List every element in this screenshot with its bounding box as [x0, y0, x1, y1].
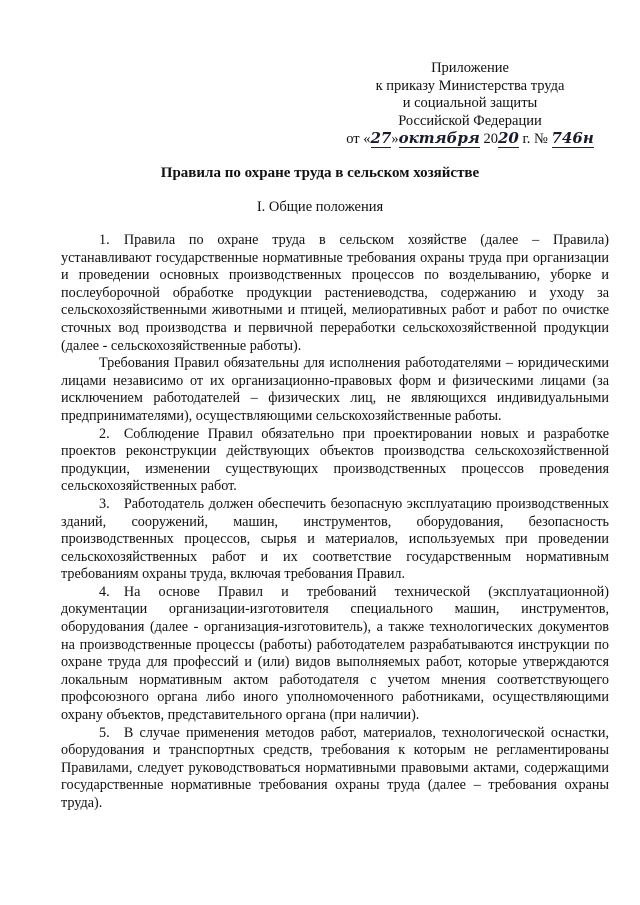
appendix-date-line: от «27»октября 2020 г. № 746н [346, 129, 594, 147]
paragraph-2: 2. Соблюдение Правил обязательно при проектировании новых и разработке проектов реконструкции действующих объектов производства сельскохозяйственной продукции, изменении существующих производственных процессов проведения сельскохозяйственных работ. [61, 425, 609, 495]
paragraph-5: 5. В случае применения методов работ, материалов, технологической оснастки, оборудования и транспортных средств, требования к которым не регламентированы Правилами, следует руководствоваться нормативными правовыми актами, содержащими государственные нормативные требования охраны труда (далее – требования охраны труда). [61, 724, 609, 811]
handwritten-number: 746н [551, 129, 594, 147]
appendix-header [340, 60, 600, 149]
appendix-title: Приложение [431, 60, 509, 76]
handwritten-day: 27 [370, 129, 392, 147]
paragraph-1: 1. Правила по охране труда в сельском хозяйстве (далее – Правила) устанавливают государственные нормативные требования охраны труда при организации и проведении основных производственных процессов по возделыванию, уборке и послеуборочной обработке продукции растениеводства, содержанию и уходу за сельскохозяйственными животными и птицей, мелиоративных работ и работ по очистке сточных вод производства и первичной переработки сельскохозяйственной продукции (далее - сельскохозяйственные работы). [61, 232, 609, 354]
appendix-ministry-line: и социальной защиты [402, 95, 538, 111]
date-prefix: от « [346, 131, 371, 147]
appendix-order-line: к приказу Министерства труда [375, 77, 565, 94]
year-prefix: 20 [483, 131, 498, 147]
section-heading: I. Общие положения [256, 199, 384, 215]
paragraph-1-cont: Требования Правил обязательны для исполнения работодателями – юридическими лицами независимо от их организационно-правовых форм и физическими лицами (за исключением работодателей – физических лиц, не являющихся индивидуальными предпринимателями), осуществляющими сельскохозяйственные работы. [61, 355, 609, 424]
paragraph-3: 3. Работодатель должен обеспечить безопасную эксплуатацию производственных зданий, сооружений, машин, инструментов, оборудования, безопасность производственных процессов, сырья и материалов, используемых при проведении сельскохозяйственных работ и их соответствие государственным нормативным требованиям охраны труда, включая требования Правил. [61, 495, 609, 583]
paragraph-4: 4. На основе Правил и требований технической (эксплуатационной) документации организации-изготовителя специального машин, инструментов, оборудования (далее - организация-изготовитель), а также технологических документов на производственные процессы (работы) работодателем разрабатываются инструкции по охране труда для профессий и (или) видов выполняемых работ, которые утверждаются локальным нормативным актом работодателя с учетом мнения соответствующего профсоюзного органа либо иного уполномоченного работниками, осуществляющими охрану объектов, представительного органа (при наличии). [61, 583, 609, 724]
document-title: Правила по охране труда в сельском хозяйстве [160, 165, 480, 181]
appendix-country-line: Российской Федерации [398, 112, 542, 129]
handwritten-month: октября [398, 129, 480, 147]
handwritten-year: 20 [497, 129, 519, 147]
number-prefix: г. № [522, 131, 548, 147]
document-body [61, 232, 609, 813]
